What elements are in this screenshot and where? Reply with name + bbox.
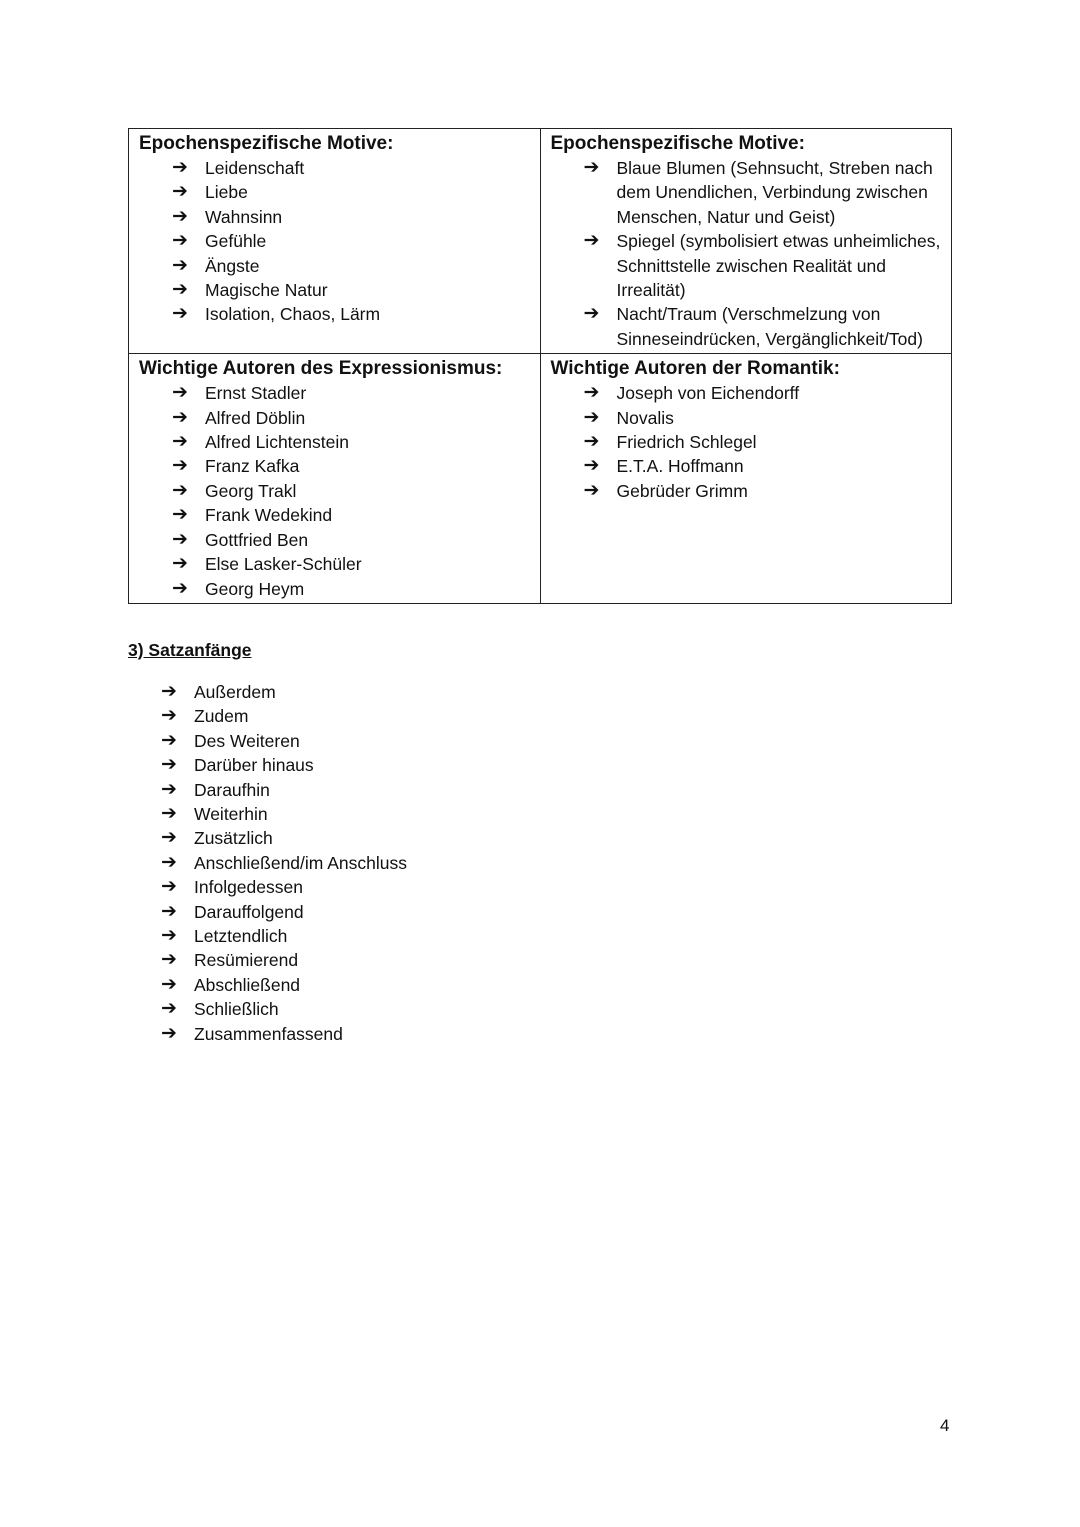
table-row xyxy=(129,129,952,354)
list-item xyxy=(551,430,942,454)
list-item-text: Zudem xyxy=(194,706,249,727)
list-item-text: Darüber hinaus xyxy=(194,755,314,776)
cell-heading: Epochenspezifische Motive: xyxy=(139,133,394,154)
list-item-text: Wahnsinn xyxy=(205,206,283,227)
arrow-right-icon: ➔ xyxy=(172,254,188,276)
list-item xyxy=(128,753,407,777)
arrow-right-icon: ➔ xyxy=(161,729,177,751)
list-item xyxy=(139,430,530,454)
author-list xyxy=(551,381,942,503)
list-item-text: Schließlich xyxy=(194,999,279,1020)
list-item-text: Liebe xyxy=(205,182,248,203)
list-item xyxy=(139,180,530,204)
list-item-text: Georg Trakl xyxy=(205,480,297,501)
list-item xyxy=(128,851,407,875)
arrow-right-icon: ➔ xyxy=(161,827,177,849)
list-item-text: Magische Natur xyxy=(205,280,328,301)
satzanfaenge-list xyxy=(128,680,407,1046)
cell-heading: Wichtige Autoren der Romantik: xyxy=(550,358,840,380)
list-item-text: Anschließend/im Anschluss xyxy=(194,852,408,873)
list-item-text: Friedrich Schlegel xyxy=(616,432,757,453)
list-item xyxy=(128,924,407,948)
list-item-text: Abschließend xyxy=(194,974,301,995)
arrow-right-icon: ➔ xyxy=(583,406,600,428)
arrow-right-icon: ➔ xyxy=(161,851,177,873)
list-item-text: Frank Wedekind xyxy=(205,505,333,526)
list-item-text: Ängste xyxy=(205,255,260,276)
arrow-right-icon: ➔ xyxy=(172,528,188,550)
arrow-right-icon: ➔ xyxy=(161,754,177,776)
list-item xyxy=(139,454,530,478)
cell-expressionismus-autoren xyxy=(129,354,541,604)
arrow-right-icon: ➔ xyxy=(172,157,188,178)
list-item xyxy=(551,156,942,229)
arrow-right-icon: ➔ xyxy=(161,778,177,800)
arrow-right-icon: ➔ xyxy=(172,406,188,428)
list-item-text: Else Lasker-Schüler xyxy=(205,554,362,575)
list-item xyxy=(128,680,407,704)
arrow-right-icon: ➔ xyxy=(172,382,188,404)
arrow-right-icon: ➔ xyxy=(172,230,188,252)
arrow-right-icon: ➔ xyxy=(161,1022,177,1044)
list-item xyxy=(139,381,530,405)
arrow-right-icon: ➔ xyxy=(161,876,177,898)
arrow-right-icon: ➔ xyxy=(172,553,188,575)
section-heading-satzanfaenge: 3) Satzanfänge xyxy=(128,640,252,660)
list-item-text: Infolgedessen xyxy=(194,877,303,898)
list-item-text: Nacht/Traum (Verschmelzung von Sinneseindrücken, Vergänglichkeit/Tod) xyxy=(616,304,923,349)
list-item-text: Zusätzlich xyxy=(194,828,273,849)
list-item xyxy=(128,900,407,924)
list-item-text: Daraufhin xyxy=(194,779,270,800)
list-item-text: Franz Kafka xyxy=(205,456,300,477)
list-item xyxy=(128,948,407,972)
arrow-right-icon: ➔ xyxy=(583,455,600,477)
arrow-right-icon: ➔ xyxy=(172,455,188,477)
list-item-text: Resümierend xyxy=(194,950,299,971)
arrow-right-icon: ➔ xyxy=(161,973,177,995)
cell-romantik-motive xyxy=(540,129,952,354)
arrow-right-icon: ➔ xyxy=(172,205,188,227)
list-item-text: Alfred Döblin xyxy=(205,407,306,428)
list-item xyxy=(128,973,407,997)
arrow-right-icon: ➔ xyxy=(583,382,600,404)
list-item xyxy=(139,406,530,430)
arrow-right-icon: ➔ xyxy=(161,803,177,825)
list-item-text: Blaue Blumen (Sehnsucht, Streben nach dem Unendlichen, Verbindung zwischen Menschen, Natur und Geist) xyxy=(616,158,933,227)
list-item xyxy=(128,729,407,753)
list-item xyxy=(551,229,942,302)
list-item-text: Darauffolgend xyxy=(194,901,304,922)
list-item-text: Gottfried Ben xyxy=(205,529,309,550)
list-item xyxy=(139,254,530,278)
epochen-table xyxy=(128,128,952,604)
list-item xyxy=(128,704,407,728)
list-item xyxy=(139,479,530,503)
list-item xyxy=(551,381,942,405)
list-item-text: Joseph von Eichendorff xyxy=(616,383,800,404)
arrow-right-icon: ➔ xyxy=(583,431,600,453)
list-item xyxy=(139,205,530,229)
list-item xyxy=(128,826,407,850)
arrow-right-icon: ➔ xyxy=(172,431,188,453)
arrow-right-icon: ➔ xyxy=(583,230,600,252)
list-item xyxy=(139,229,530,253)
list-item-text: E.T.A. Hoffmann xyxy=(616,456,744,477)
arrow-right-icon: ➔ xyxy=(583,479,600,501)
list-item xyxy=(139,503,530,527)
list-item-text: Zusammenfassend xyxy=(194,1023,343,1044)
page-number: 4 xyxy=(940,1416,950,1435)
arrow-right-icon: ➔ xyxy=(172,303,188,325)
arrow-right-icon: ➔ xyxy=(583,157,600,178)
list-item-text: Leidenschaft xyxy=(205,158,305,178)
list-item xyxy=(128,778,407,802)
list-item xyxy=(551,302,942,351)
list-item-text: Alfred Lichtenstein xyxy=(205,432,349,453)
list-item xyxy=(551,479,942,503)
cell-romantik-autoren xyxy=(540,354,952,604)
list-item-text: Georg Heym xyxy=(205,578,305,599)
arrow-right-icon: ➔ xyxy=(172,181,188,203)
list-item xyxy=(551,406,942,430)
arrow-right-icon: ➔ xyxy=(172,504,188,526)
list-item xyxy=(128,875,407,899)
list-item-text: Letztendlich xyxy=(194,926,288,947)
list-item-text: Ernst Stadler xyxy=(205,383,307,404)
list-item-text: Isolation, Chaos, Lärm xyxy=(205,304,381,325)
motive-list xyxy=(551,156,942,351)
author-list xyxy=(139,381,530,601)
list-item-text: Novalis xyxy=(616,407,674,428)
arrow-right-icon: ➔ xyxy=(161,681,177,702)
list-item xyxy=(139,577,530,601)
list-item xyxy=(128,802,407,826)
arrow-right-icon: ➔ xyxy=(172,279,188,301)
list-item-text: Des Weiteren xyxy=(194,730,300,751)
list-item xyxy=(139,528,530,552)
list-item-text: Gefühle xyxy=(205,231,267,252)
list-item-text: Spiegel (symbolisiert etwas unheimliches, Schnittstelle zwischen Realität und Irrealität) xyxy=(616,231,941,301)
cell-heading: Epochenspezifische Motive: xyxy=(550,133,805,154)
list-item xyxy=(139,156,530,180)
arrow-right-icon: ➔ xyxy=(172,577,188,599)
table-row xyxy=(129,354,952,604)
list-item-text: Weiterhin xyxy=(194,804,268,825)
list-item xyxy=(551,454,942,478)
arrow-right-icon: ➔ xyxy=(161,925,177,947)
motive-list xyxy=(139,156,530,327)
arrow-right-icon: ➔ xyxy=(172,479,188,501)
arrow-right-icon: ➔ xyxy=(161,900,177,922)
list-item xyxy=(139,302,530,326)
arrow-right-icon: ➔ xyxy=(583,303,600,325)
cell-expressionismus-motive xyxy=(129,129,541,354)
list-item-text: Außerdem xyxy=(194,682,276,702)
list-item xyxy=(139,278,530,302)
arrow-right-icon: ➔ xyxy=(161,998,177,1020)
list-item xyxy=(128,1022,407,1046)
cell-heading: Wichtige Autoren des Expressionismus: xyxy=(139,358,503,380)
arrow-right-icon: ➔ xyxy=(161,705,177,727)
list-item-text: Gebrüder Grimm xyxy=(616,480,748,501)
list-item xyxy=(139,552,530,576)
arrow-right-icon: ➔ xyxy=(161,949,177,971)
list-item xyxy=(128,997,407,1021)
